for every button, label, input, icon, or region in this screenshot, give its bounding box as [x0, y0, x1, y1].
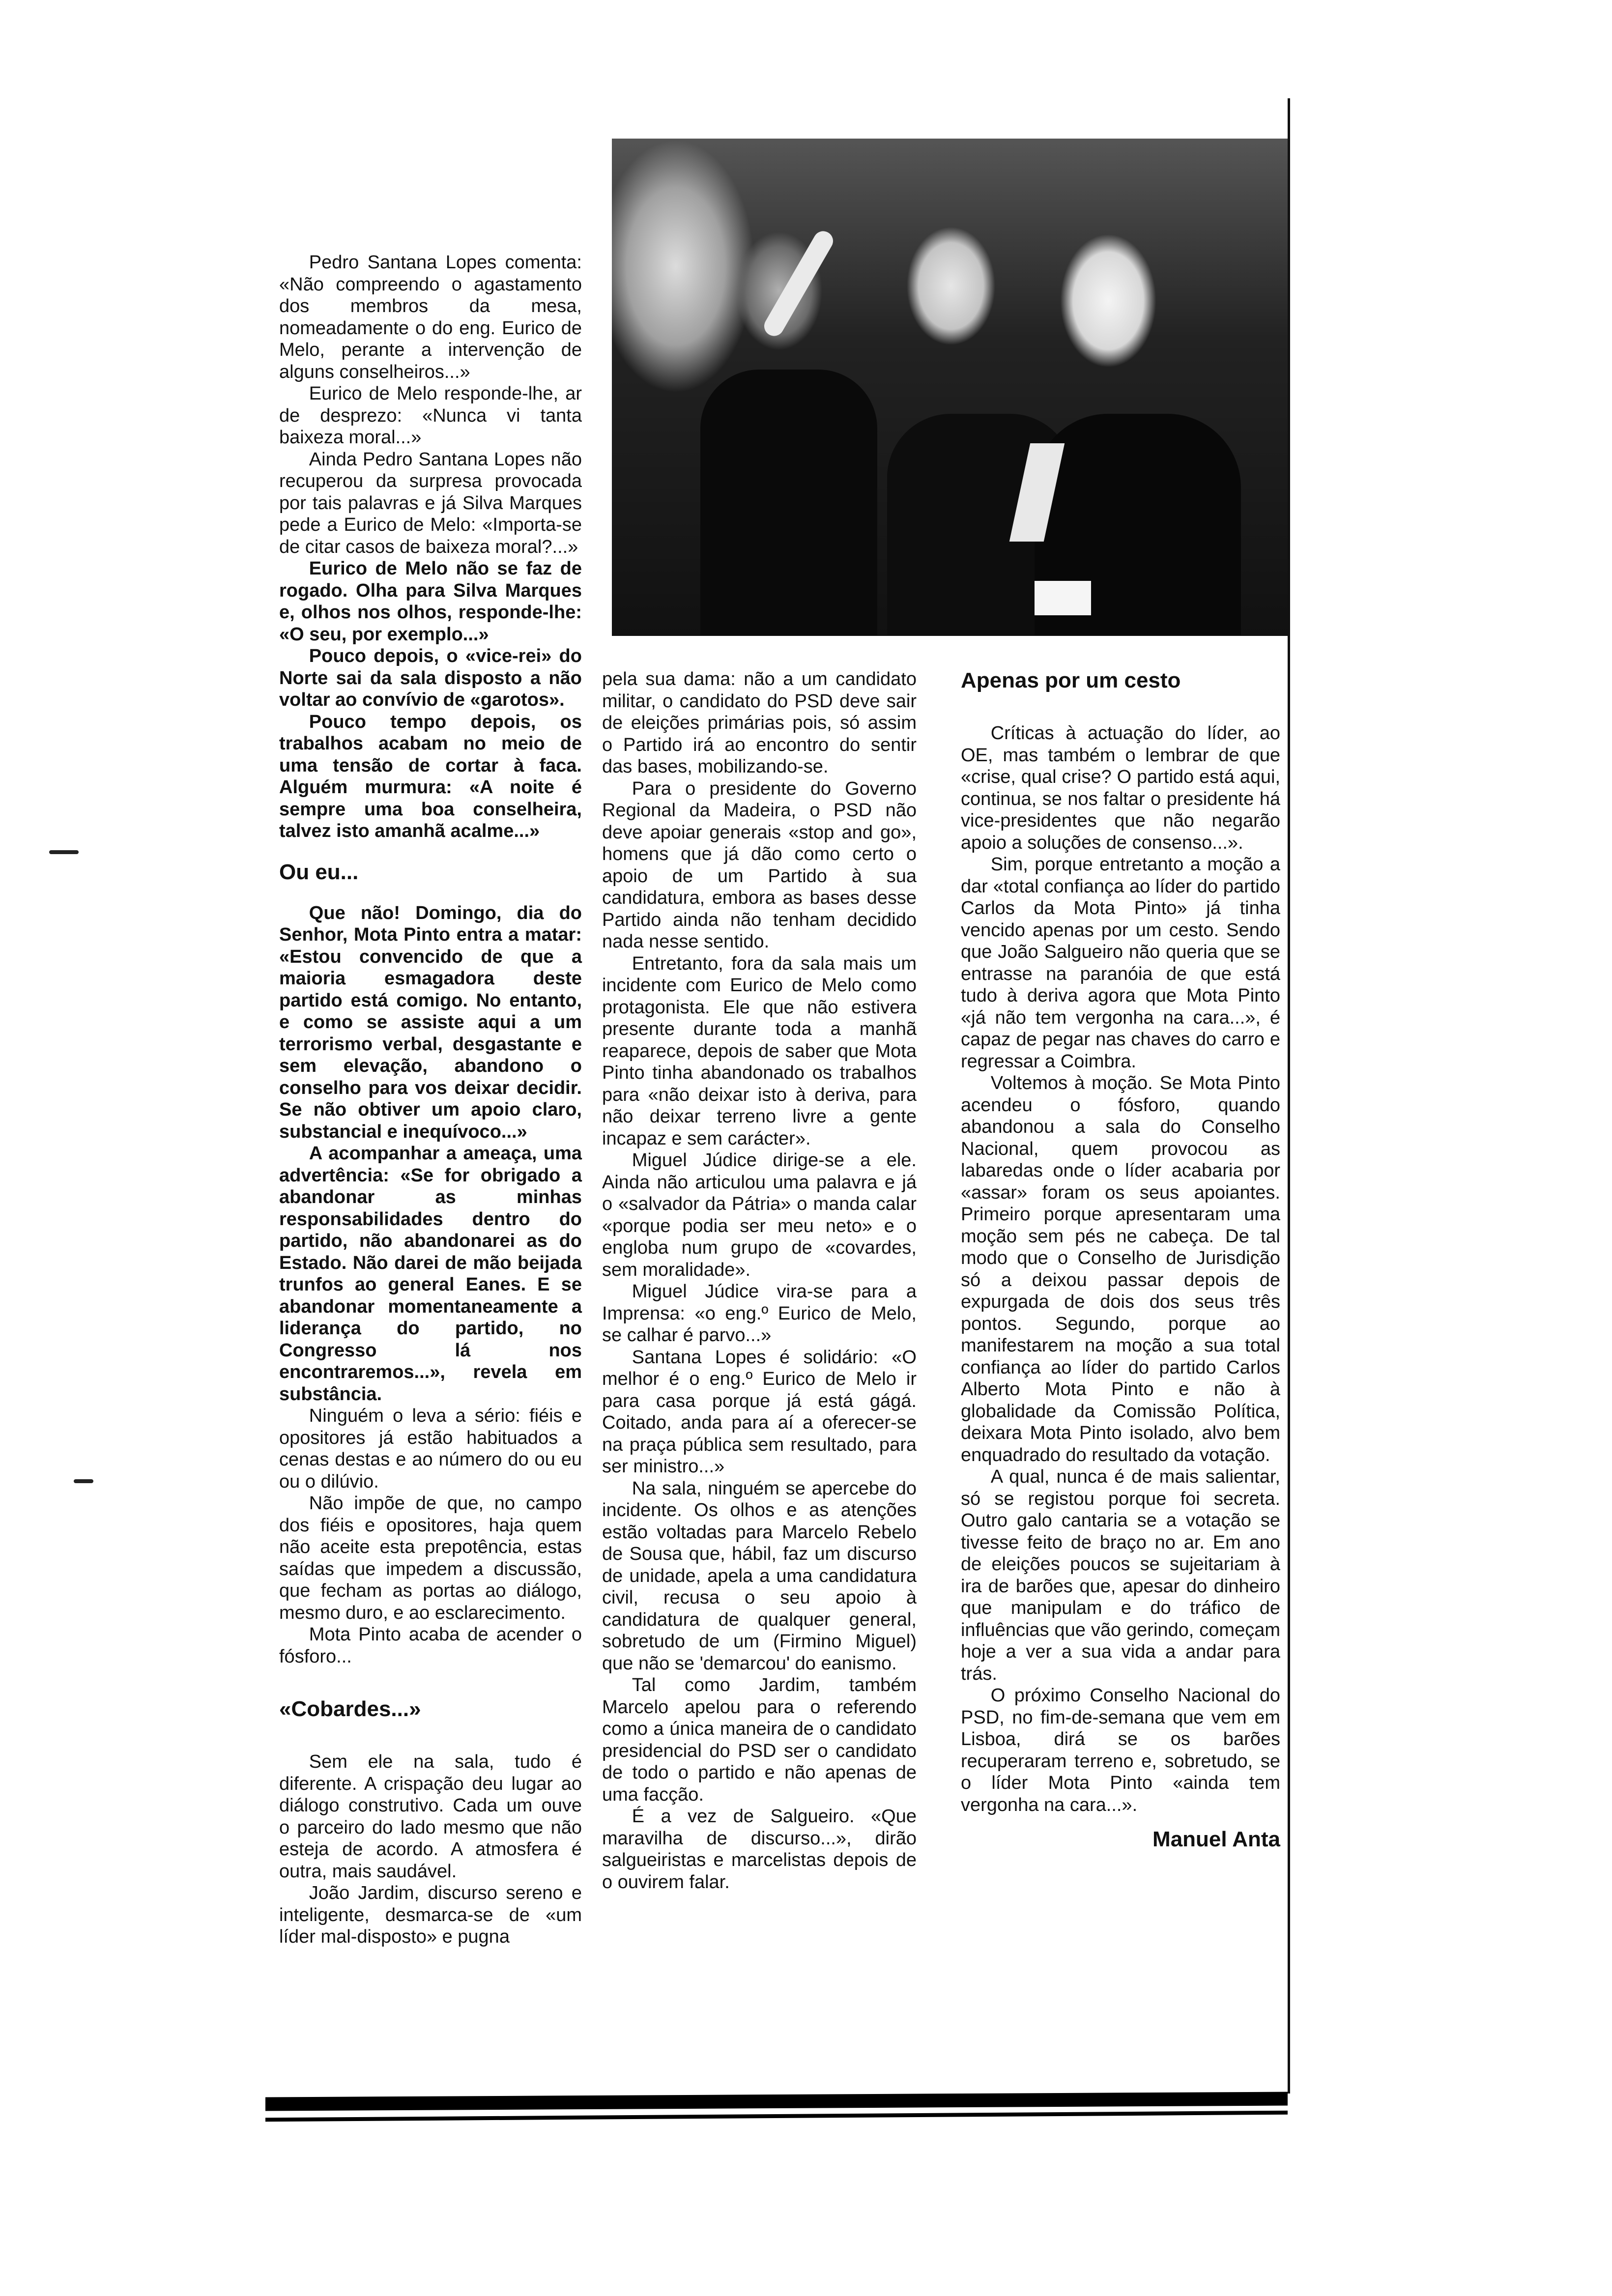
- paragraph: Entretanto, fora da sala mais um incidente com Eurico de Melo como protagonista. Ele que não estivera presente durante toda a manhã reaparece, depois de saber que Mota Pinto tinha abandonado os trabalhos para «não deixar isto à deriva, para não deixar terreno livre a gente incapaz e sem carácter».: [602, 953, 917, 1149]
- article-column-left: [279, 252, 582, 1948]
- microphone-shape: [761, 228, 837, 340]
- paragraph: Que não! Domingo, dia do Senhor, Mota Pinto entra a matar: «Estou convencido de que a maioria esmagadora deste partido está comigo. No entanto, e como se assiste aqui a um terrorismo verbal, desgastante e sem elevação, abandono o conselho para vos deixar decidir. Se não obtiver um apoio claro, substancial e inequívoco...»: [279, 902, 582, 1142]
- article-column-right: [961, 668, 1280, 1851]
- paragraph: Não impõe de que, no campo dos fiéis e opositores, haja quem não aceite esta prepotência, estas saídas que impedem a discussão, que fecham as portas ao diálogo, mesmo duro, e ao esclarecimento.: [279, 1493, 582, 1623]
- news-photo: [612, 139, 1288, 636]
- author-byline: Manuel Anta: [1152, 1827, 1280, 1851]
- subheading-cobardes: «Cobardes...»: [279, 1697, 421, 1721]
- paragraph: É a vez de Salgueiro. «Que maravilha de discurso...», dirão salgueiristas e marcelistas depois de o ouvirem falar.: [602, 1806, 917, 1893]
- subheading-apenas-por-um-cesto: Apenas por um cesto: [961, 668, 1181, 692]
- paragraph: Santana Lopes é solidário: «O melhor é o eng.º Eurico de Melo ir para casa porque já está gágá. Coitado, anda para aí a oferecer-se na praça pública sem resultado, para ser ministro...»: [602, 1347, 917, 1477]
- paragraph: A qual, nunca é de mais salientar, só se registou porque foi secreta. Outro galo cantaria se a votação se tivesse feito de braço no ar. Em ano de eleições poucos se sujeitariam à ira de barões que, apesar do dinheiro que manipulam e do tráfico de influências que vão gerindo, começam hoje a ver a sua vida a andar para trás.: [961, 1466, 1280, 1684]
- scan-mark: [49, 850, 79, 854]
- paragraph: Pouco tempo depois, os trabalhos acabam no meio de uma tensão de cortar à faca. Alguém murmura: «A noite é sempre uma boa conselheira, talvez isto amanhã acalme...»: [279, 711, 582, 841]
- subheading-ou-eu: Ou eu...: [279, 860, 359, 884]
- paragraph: Ninguém o leva a sério: fiéis e opositores já estão habituados a cenas destas e ao número do ou eu ou o dilúvio.: [279, 1406, 582, 1492]
- paragraph: Críticas à actuação do líder, ao OE, mas também o lembrar de que «crise, qual crise? O partido está aqui, continua, se nos faltar o presidente há vice-presidentes que não negarão apoio a soluções de consenso...».: [961, 723, 1280, 853]
- paragraph: O próximo Conselho Nacional do PSD, no fim-de-semana que vem em Lisboa, dirá se os barões recuperaram terreno e, sobretudo, se o líder Mota Pinto «ainda tem vergonha na cara...».: [961, 1685, 1280, 1815]
- paragraph: Miguel Júdice vira-se para a Imprensa: «o eng.º Eurico de Melo, se calhar é parvo...»: [602, 1281, 917, 1346]
- paragraph: Tal como Jardim, também Marcelo apelou para o referendo como a única maneira de o candidato presidencial do PSD ser o candidato de todo o partido e não apenas de uma facção.: [602, 1675, 917, 1805]
- paragraph: Mota Pinto acaba de acender o fósforo...: [279, 1624, 582, 1667]
- paragraph: Ainda Pedro Santana Lopes não recuperou da surpresa provocada por tais palavras e já Silva Marques pede a Eurico de Melo: «Importa-se de citar casos de baixeza moral?...»: [279, 449, 582, 557]
- paragraph: Para o presidente do Governo Regional da Madeira, o PSD não deve apoiar generais «stop and go», homens que já dão como certo o apoio de um Partido à sua candidatura, embora as bases desse Partido ainda não tenham decidido nada nesse sentido.: [602, 778, 917, 952]
- paragraph: Eurico de Melo não se faz de rogado. Olha para Silva Marques e, olhos nos olhos, responde-lhe: «O seu, por exemplo...»: [279, 558, 582, 645]
- paragraph: Miguel Júdice dirige-se a ele. Ainda não articulou uma palavra e já o «salvador da Pátria» o manda calar «porque podia ser meu neto» e o engloba num grupo de «covardes, sem moralidade».: [602, 1150, 917, 1280]
- paragraph: Voltemos à moção. Se Mota Pinto acendeu o fósforo, quando abandonou a sala do Conselho Nacional, quem provocou as labaredas onde o líder acabaria por «assar» foram os seus apoiantes. Primeiro porque apresentaram uma moção sem pés ne cabeça. De tal modo que o Conselho de Jurisdição só a deixou passar depois de expurgada de dois dos seus três pontos. Segundo, porque ao manifestarem na moção a sua total confiança ao líder do partido Carlos Alberto Mota Pinto e não à globalidade da Comissão Política, deixara Mota Pinto isolado, alvo bem enquadrado do resultado da votação.: [961, 1073, 1280, 1465]
- bottom-rule-thick: [265, 2092, 1288, 2111]
- paragraph: Na sala, ninguém se apercebe do incidente. Os olhos e as atenções estão voltadas para Marcelo Rebelo de Sousa que, hábil, faz um discurso de unidade, apela a uma candidatura civil, recusa o seu apoio à candidatura de qualquer general, sobretudo de um (Firmino Miguel) que não se 'demarcou' do eanismo.: [602, 1478, 917, 1674]
- paragraph: Eurico de Melo responde-lhe, ar de desprezo: «Nunca vi tanta baixeza moral...»: [279, 383, 582, 448]
- paragraph: João Jardim, discurso sereno e inteligente, desmarca-se de «um líder mal-disposto» e pugna: [279, 1883, 582, 1947]
- person-left-shape: [700, 370, 877, 635]
- name-badge-shape: [1035, 581, 1091, 615]
- column-rule-right: [1288, 98, 1290, 2094]
- paragraph: Pouco depois, o «vice-rei» do Norte sai da sala disposto a não voltar ao convívio de «garotos».: [279, 646, 582, 710]
- paragraph: pela sua dama: não a um candidato militar, o candidato do PSD deve sair de eleições primárias pois, só assim o Partido irá ao encontro do sentir das bases, mobilizando-se.: [602, 669, 917, 777]
- article-column-middle: [602, 668, 917, 1893]
- paragraph: Pedro Santana Lopes comenta: «Não compreendo o agastamento dos membros da mesa, nomeadamente o do eng. Eurico de Melo, perante a intervenção de alguns conselheiros...»: [279, 252, 582, 382]
- scan-mark: [74, 1479, 93, 1483]
- bottom-rule-thin: [265, 2111, 1288, 2122]
- paragraph: Sem ele na sala, tudo é diferente. A crispação deu lugar ao diálogo construtivo. Cada um ouve o parceiro do lado mesmo que não esteja de acordo. A atmosfera é outra, mais saudável.: [279, 1751, 582, 1882]
- paragraph: A acompanhar a ameaça, uma advertência: «Se for obrigado a abandonar as minhas responsabilidades dentro do partido, não abandonarei as do Estado. Não darei de mão beijada trunfos ao general Eanes. E se abandonar momentaneamente a liderança do partido, no Congresso lá nos encontraremos...», revela em substância.: [279, 1143, 582, 1405]
- paragraph: Sim, porque entretanto a moção a dar «total confiança ao líder do partido Carlos da Mota Pinto» já tinha vencido apenas por um cesto. Sendo que João Salgueiro não queria que se entrasse na paranóia de que está tudo à deriva agora que Mota Pinto «já não tem vergonha na cara...», é capaz de pegar nas chaves do carro e regressar a Coimbra.: [961, 854, 1280, 1072]
